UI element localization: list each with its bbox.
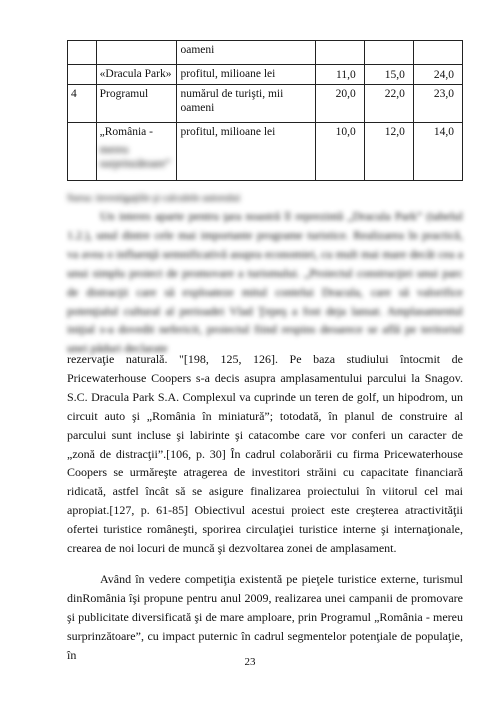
table-cell-indicator: oameni — [177, 41, 315, 65]
table-cell-program: Programul — [96, 85, 177, 123]
table-cell-value: 20,0 — [315, 85, 364, 123]
table-cell-value: 15,0 — [364, 65, 413, 85]
body-paragraph-2 — [67, 570, 463, 665]
blurred-paragraph-text: Un interes aparte pentru ţara noastră îl reprezintă „Dracula Park” (tabelul 1.2.), unul dintre cele mai importante programe turistice. Realizarea în practică, va avea o influenţă semnificativă asupra economiei, cu mult mai mare decât cea a unui simplu proiect de promovare a turismului. „Proiectul construcţiei unui parc de distracţii care să exploateze mitul contelui Dracula, care să valorifice potenţialul cultural al perioadei Vlad Ţepeş a fost deja lansat. Amplasamentul iniţial s-a dovedit nefericit, proiectul fiind respins deoarece se află pe teritoriul unei păduri declarate — [67, 209, 463, 356]
table-cell-value: 12,0 — [364, 123, 413, 181]
table-cell-indicator: numărul de turişti, mii oameni — [177, 85, 315, 123]
program-name-line: „România - — [99, 126, 153, 138]
table-cell-program — [96, 41, 177, 65]
table-cell-value: 14,0 — [413, 123, 462, 181]
table-cell-no — [68, 41, 97, 65]
table-cell-indicator: profitul, milioane lei — [177, 65, 315, 85]
page-number: 23 — [244, 656, 256, 668]
table-source-note: Sursa: investigaţiile şi calculele autorului — [67, 193, 241, 204]
table-cell-value: 10,0 — [315, 123, 364, 181]
table-cell-program: «Dracula Park» — [96, 65, 177, 85]
body-paragraph-2-text: Având în vedere competiţia existentă pe pieţele turistice externe, turismul dinRomânia îşi propune pentru anul 2009, realizarea unei campanii de promovare şi publicitate diversificată şi de mare amploare, prin Programul „România - mereu surprinzătoare”, cu impact puternic în cadrul segmentelor potenţiale de populaţie, în — [67, 572, 463, 662]
table-row — [68, 85, 463, 123]
blurred-paragraph — [67, 207, 463, 358]
table-cell-value — [413, 41, 462, 65]
body-paragraph-1-text: rezervaţie naturală. "[198, 125, 126]. Pe baza studiului întocmit de Pricewaterhouse Coopers s-a decis asupra amplasamentului parcului la Snagov. S.C. Dracula Park S.A. Complexul va cuprinde un teren de golf, un hipodrom, un circuit auto şi „România în miniatură”; totodată, în planul de construire al parcului sunt incluse şi labirinte şi catacombe care vor conferi un caracter de „zonă de distracţii”.[106, p. 30] În cadrul colaborării cu firma Pricewaterhouse Coopers se urmăreşte atragerea de investitori străini cu capacitate financiară ridicată, astfel încât să se asigure finalizarea proiectului în viitorul cel mai apropiat.[127, p. 61-85] Obiectivul acestui proiect este creşterea atractivităţii ofertei turistice româneşti, sporirea circulaţiei turistice interne şi internaţionale, crearea de noi locuri de muncă şi dezvoltarea zonei de amplasament. — [67, 352, 463, 556]
data-table — [67, 40, 463, 181]
table-row — [68, 41, 463, 65]
table-cell-value: 22,0 — [364, 85, 413, 123]
table-cell-value — [315, 41, 364, 65]
table-cell-no: 4 — [68, 85, 97, 123]
table-cell-no — [68, 123, 97, 181]
table-cell-program — [96, 123, 177, 181]
body-paragraph-1 — [67, 350, 463, 558]
table-cell-indicator: profitul, milioane lei — [177, 123, 315, 181]
table-cell-no — [68, 65, 97, 85]
table-cell-value: 23,0 — [413, 85, 462, 123]
table-cell-value — [364, 41, 413, 65]
table-cell-value: 11,0 — [315, 65, 364, 85]
table-row — [68, 123, 463, 181]
program-name-blurred: mereu surprinzătoare” — [99, 144, 171, 170]
table-row — [68, 65, 463, 85]
table-cell-value: 24,0 — [413, 65, 462, 85]
